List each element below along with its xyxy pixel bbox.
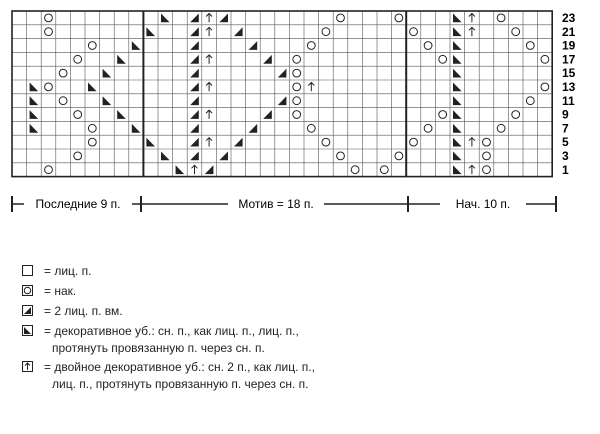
yarn-over-symbol	[307, 42, 315, 50]
yarn-over-symbol	[88, 124, 96, 132]
ssk-symbol	[453, 110, 462, 119]
yarn-over-symbol	[512, 28, 520, 36]
ssk-symbol	[453, 14, 462, 23]
k2tog-symbol	[205, 165, 214, 174]
row-number: 9	[562, 107, 569, 122]
yarn-over-symbol	[541, 55, 549, 63]
yarn-over-symbol	[541, 83, 549, 91]
row-number: 19	[562, 38, 576, 53]
legend-text-ssk-2: протянуть провязанную п. через сн. п.	[52, 341, 265, 355]
double-decrease-symbol	[206, 27, 212, 36]
k2tog-symbol	[190, 138, 199, 147]
ssk-symbol	[453, 96, 462, 105]
k2tog-symbol	[190, 27, 199, 36]
yarn-over-symbol	[351, 166, 359, 174]
row-numbers	[562, 11, 576, 177]
left-decrease-icon	[22, 305, 33, 316]
range-label-last: Последние 9 п.	[35, 197, 121, 211]
k2tog-symbol	[234, 138, 243, 147]
yarn-over-symbol	[45, 14, 53, 22]
yarn-over-symbol	[74, 152, 82, 160]
yarn-over-symbol	[424, 42, 432, 50]
yarn-over-symbol	[74, 111, 82, 119]
double-decrease-symbol	[192, 165, 198, 174]
ssk-symbol	[88, 83, 97, 92]
row-number: 23	[562, 11, 576, 25]
yarn-over-symbol	[307, 124, 315, 132]
k2tog-symbol	[263, 55, 272, 64]
ssk-symbol	[146, 138, 155, 147]
legend-text-double-dec-2: лиц. п., протянуть провязанную п. через сн. п.	[52, 377, 309, 391]
right-decrease-icon	[22, 325, 33, 336]
yarn-over-symbol	[293, 97, 301, 105]
chart-grid	[12, 11, 552, 177]
yarn-over-symbol	[410, 28, 418, 36]
yarn-over-symbol	[293, 55, 301, 63]
yarn-over-symbol	[88, 138, 96, 146]
yarn-over-symbol	[74, 55, 82, 63]
row-number: 5	[562, 135, 569, 150]
legend-text-ssk: = декоративное уб.: сн. п., как лиц. п., лиц. п.,	[44, 324, 299, 338]
yarn-over-symbol	[395, 152, 403, 160]
ssk-symbol	[453, 41, 462, 50]
ssk-symbol	[453, 124, 462, 133]
yarn-over-symbol	[337, 14, 345, 22]
legend-text-k2tog: = 2 лиц. п. вм.	[44, 304, 123, 318]
double-decrease-symbol	[308, 83, 314, 92]
yarn-over-symbol	[512, 111, 520, 119]
yarn-over-symbol	[395, 14, 403, 22]
yarn-over-symbol	[380, 166, 388, 174]
yarn-over-symbol	[483, 138, 491, 146]
range-label-start: Нач. 10 п.	[455, 197, 511, 211]
ssk-symbol	[161, 14, 170, 23]
k2tog-symbol	[219, 14, 228, 23]
ssk-symbol	[103, 96, 112, 105]
k2tog-symbol	[249, 124, 258, 133]
ssk-symbol	[30, 83, 39, 92]
ssk-symbol	[132, 41, 141, 50]
k2tog-symbol	[234, 27, 243, 36]
legend-text-yarnover: = нак.	[44, 284, 77, 298]
ssk-symbol	[30, 110, 39, 119]
stitch-ranges	[12, 196, 556, 212]
ssk-symbol	[453, 69, 462, 78]
yarn-over-symbol	[497, 124, 505, 132]
yarn-over-symbol	[410, 138, 418, 146]
yarn-over-symbol	[45, 28, 53, 36]
yarn-over-symbol	[293, 69, 301, 77]
yarn-over-symbol	[424, 124, 432, 132]
yarn-over-symbol	[45, 83, 53, 91]
double-decrease-symbol	[206, 110, 212, 119]
up-arrow-icon	[22, 361, 33, 372]
k2tog-symbol	[190, 55, 199, 64]
circle-icon	[22, 285, 33, 296]
double-decrease-symbol	[206, 55, 212, 64]
yarn-over-symbol	[439, 55, 447, 63]
yarn-over-symbol	[293, 111, 301, 119]
double-decrease-symbol	[206, 14, 212, 23]
yarn-over-symbol	[45, 166, 53, 174]
ssk-symbol	[453, 138, 462, 147]
double-decrease-symbol	[206, 83, 212, 92]
row-number: 21	[562, 24, 576, 39]
k2tog-symbol	[263, 110, 272, 119]
yarn-over-symbol	[88, 42, 96, 50]
ssk-symbol	[453, 83, 462, 92]
range-label-motif: Мотив = 18 п.	[238, 197, 314, 211]
k2tog-symbol	[190, 110, 199, 119]
yarn-over-symbol	[337, 152, 345, 160]
double-decrease-symbol	[206, 138, 212, 147]
yarn-over-symbol	[526, 97, 534, 105]
legend-text-knit: = лиц. п.	[44, 264, 92, 278]
yarn-over-symbol	[59, 97, 67, 105]
k2tog-symbol	[190, 152, 199, 161]
row-number: 1	[562, 162, 569, 177]
yarn-over-symbol	[322, 28, 330, 36]
double-decrease-symbol	[469, 165, 475, 174]
k2tog-symbol	[190, 83, 199, 92]
k2tog-symbol	[278, 69, 287, 78]
yarn-over-symbol	[59, 69, 67, 77]
ssk-symbol	[453, 55, 462, 64]
ssk-symbol	[132, 124, 141, 133]
ssk-symbol	[103, 69, 112, 78]
double-decrease-symbol	[469, 14, 475, 23]
ssk-symbol	[453, 152, 462, 161]
yarn-over-symbol	[497, 14, 505, 22]
yarn-over-symbol	[293, 83, 301, 91]
k2tog-symbol	[190, 41, 199, 50]
yarn-over-symbol	[322, 138, 330, 146]
ssk-symbol	[453, 27, 462, 36]
ssk-symbol	[146, 27, 155, 36]
row-number: 11	[562, 93, 575, 108]
double-decrease-symbol	[469, 27, 475, 36]
k2tog-symbol	[190, 14, 199, 23]
ssk-symbol	[30, 96, 39, 105]
yarn-over-symbol	[483, 152, 491, 160]
ssk-symbol	[30, 124, 39, 133]
ssk-symbol	[117, 110, 126, 119]
row-number: 7	[562, 121, 569, 136]
ssk-symbol	[453, 165, 462, 174]
ssk-symbol	[176, 165, 185, 174]
row-number: 13	[562, 80, 576, 94]
k2tog-symbol	[219, 152, 228, 161]
double-decrease-symbol	[469, 138, 475, 147]
k2tog-symbol	[190, 69, 199, 78]
k2tog-symbol	[190, 124, 199, 133]
row-number: 17	[562, 52, 576, 67]
yarn-over-symbol	[526, 42, 534, 50]
yarn-over-symbol	[483, 166, 491, 174]
legend-text-double-dec: = двойное декоративное уб.: сн. 2 п., как лиц. п.,	[44, 360, 315, 374]
k2tog-symbol	[190, 96, 199, 105]
yarn-over-symbol	[439, 111, 447, 119]
ssk-symbol	[161, 152, 170, 161]
k2tog-symbol	[249, 41, 258, 50]
row-number: 15	[562, 66, 576, 81]
k2tog-symbol	[278, 96, 287, 105]
empty-square-icon	[22, 265, 33, 276]
ssk-symbol	[117, 55, 126, 64]
row-number: 3	[562, 149, 569, 163]
